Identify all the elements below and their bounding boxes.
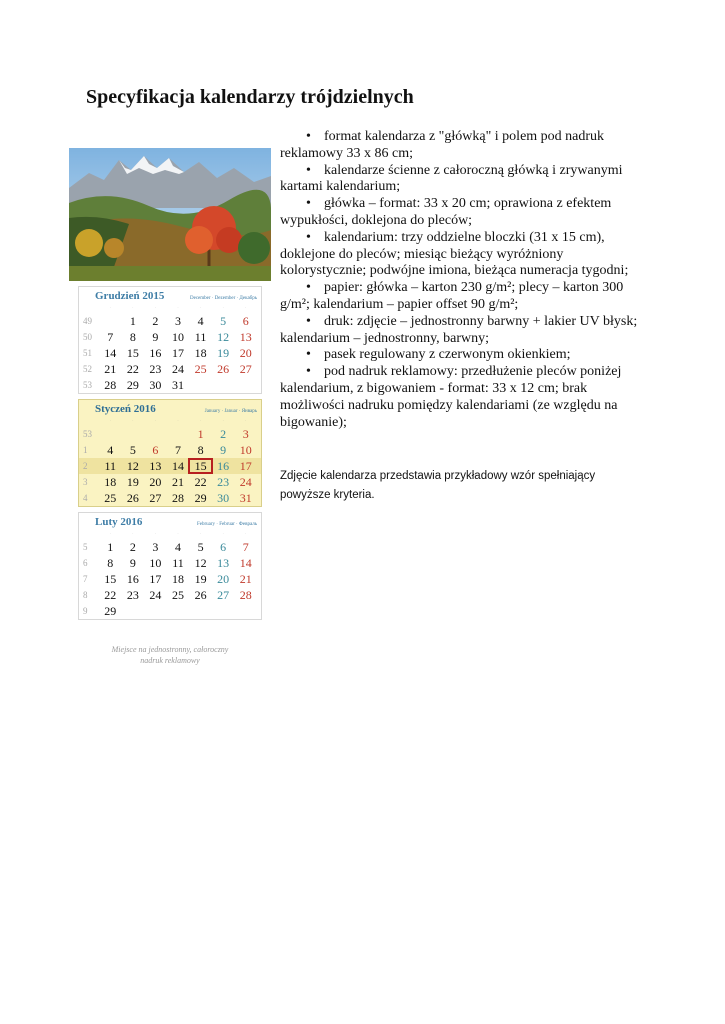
caption-line: Miejsce na jednostronny, całoroczny xyxy=(111,645,229,654)
calendar-month-december xyxy=(78,286,262,394)
spec-item: • format kalendarza z "główką" i polem pod nadruk reklamowy 33 x 86 cm; xyxy=(280,129,605,161)
spec-item: • pod nadruk reklamowy: przedłużenie pleców poniżej kalendarium, z bigowaniem - format: 33 x 12 cm; brak możliwości nadruku pomiędzy kalendariami (ze względu na bigowanie); xyxy=(280,364,622,430)
caption-line: nadruk reklamowy xyxy=(140,656,200,665)
page-title: Specyfikacja kalendarzy trójdzielnych xyxy=(86,86,414,108)
weekday-header: · · · · · · · xyxy=(109,419,247,423)
calendar-month-january-current xyxy=(78,399,262,507)
today-marker: 15 xyxy=(189,459,212,473)
calendar-photo xyxy=(69,148,271,281)
spec-item: • druk: zdjęcie – jednostronny barwny + lakier UV błysk; kalendarium – jednostronny, barwny; xyxy=(280,313,638,346)
week-row: 9 29 xyxy=(83,604,117,618)
bullet-icon: • xyxy=(306,196,311,212)
ad-area-caption xyxy=(78,644,262,666)
specification-list xyxy=(280,129,640,431)
week-row: 53 1 2 3 xyxy=(83,427,249,441)
weekday-header: · · · · · · · xyxy=(109,532,247,536)
week-row: 6 8 9 10 11 12 13 14 xyxy=(83,556,252,570)
week-row: 4 25 26 27 28 29 30 31 xyxy=(83,491,252,505)
week-row: 53 28 29 30 31 xyxy=(83,378,184,392)
spec-item: • główka – format: 33 x 20 cm; oprawiona z efektem wypukłości, doklejona do pleców; xyxy=(280,196,612,228)
bullet-icon: • xyxy=(306,364,311,380)
spec-item: • papier: główka – karton 230 g/m²; plecy – karton 300 g/m²; kalendarium – papier offset 90 g/m²; xyxy=(280,280,624,312)
bullet-icon: • xyxy=(306,129,311,144)
week-row: 8 22 23 24 25 26 27 28 xyxy=(83,588,252,602)
photo-note: Zdjęcie kalendarza przedstawia przykładowy wzór spełniający powyższe kryteria. xyxy=(280,470,596,501)
month-alt-names: February · Februar · Февраль xyxy=(197,522,257,527)
week-row: 1 4 5 6 7 8 9 10 xyxy=(83,443,252,457)
calendar-figure xyxy=(69,148,271,666)
week-row: 3 18 19 20 21 22 23 24 xyxy=(83,475,252,489)
spec-item: • kalendarze ścienne z całoroczną główką i zrywanymi kartami kalendarium; xyxy=(280,162,623,195)
week-row-highlighted: 2 11 12 13 14 15 16 17 xyxy=(79,458,261,474)
month-title: Styczeń 2016 xyxy=(95,403,156,415)
week-row: 5 1 2 3 4 5 6 7 xyxy=(83,540,249,554)
spec-item: • kalendarium: trzy oddzielne bloczki (31 x 15 cm), doklejone do pleców; miesiąc bieżący wyróżniony kolorystycznie; podwójne imiona, bieżąca numeracja tygodni; xyxy=(280,229,629,279)
calendar-month-february xyxy=(78,512,262,620)
week-row: 7 15 16 17 18 19 20 21 xyxy=(83,572,252,586)
month-alt-names: January · Januar · Январь xyxy=(204,409,257,414)
bullet-icon: • xyxy=(306,313,311,329)
bullet-icon: • xyxy=(306,280,311,296)
month-title: Grudzień 2015 xyxy=(95,290,165,302)
month-title: Luty 2016 xyxy=(95,516,143,528)
spec-item: • pasek regulowany z czerwonym okienkiem; xyxy=(306,347,571,363)
weekday-header: · · · · · · · xyxy=(109,306,247,310)
week-row: 51 14 15 16 17 18 19 20 xyxy=(83,346,252,360)
week-row: 50 7 8 9 10 11 12 13 xyxy=(83,330,252,344)
bullet-icon: • xyxy=(306,347,311,363)
bullet-icon: • xyxy=(306,162,311,178)
bullet-icon: • xyxy=(306,229,311,245)
week-row: 49 1 2 3 4 5 6 xyxy=(83,314,249,328)
month-alt-names: December · Dezember · Декабрь xyxy=(189,296,257,301)
week-row: 52 21 22 23 24 25 26 27 xyxy=(83,362,252,376)
